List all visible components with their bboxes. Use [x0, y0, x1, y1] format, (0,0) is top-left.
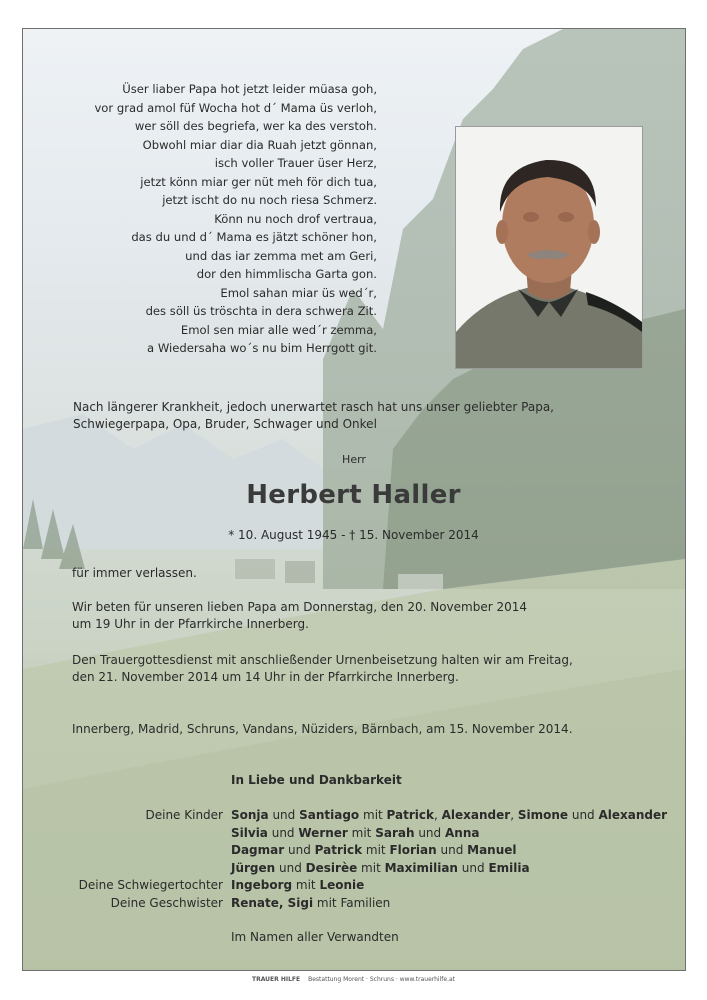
poem-line: wer söll des begriefa, wer ka des verstoh. [134, 119, 377, 133]
closing-heading: In Liebe und Dankbarkeit [231, 773, 402, 787]
family-name: Maximilian [384, 860, 458, 875]
connector-text: und [268, 808, 300, 822]
poem-line: Üser liaber Papa hot jetzt leider müasa goh, [122, 82, 377, 96]
poem-line: Emol sahan miar üs wed´r, [220, 285, 377, 300]
poem-line: des söll üs tröschta in dera schwera Zit. [145, 304, 377, 318]
family-name: Simone [517, 808, 569, 822]
poem-line: das du und d´ Mama es jätzt schöner hon, [131, 230, 377, 244]
connector-text: mit [347, 825, 376, 840]
family-name: Alexander [598, 808, 668, 822]
family-name: Leonie [319, 878, 365, 893]
family-name: Jürgen [231, 860, 276, 875]
connector-text: und [414, 825, 445, 840]
poem-line: dor den himmlischa Garta gon. [196, 267, 377, 281]
family-name: Manuel [467, 843, 517, 858]
family-name: Werner [298, 825, 348, 840]
service-line: Den Trauergottesdienst mit anschließender Urnenbeisetzung halten wir am Freitag, [72, 653, 573, 667]
footer-info: Bestattung Morent · Schruns · www.trauerhilfe.at [308, 976, 456, 983]
children-line [231, 807, 667, 825]
family-name: Silvia [231, 825, 268, 840]
children-line [231, 860, 530, 878]
family-name: Anna [444, 825, 480, 840]
connector-text: mit [292, 878, 320, 893]
poem-line: Emol sen miar alle wed´r zemma, [180, 322, 377, 337]
deceased-name: Herbert Haller [246, 480, 461, 510]
connector-text: und [267, 825, 299, 840]
family-name: Emilia [488, 860, 530, 875]
poem [53, 80, 377, 358]
connector-text: und [275, 860, 306, 875]
daughter-in-law-line [231, 877, 364, 895]
family-name: Renate, Sigi [231, 896, 314, 910]
footer [0, 976, 707, 983]
family-name: Alexander [441, 808, 511, 822]
connector-text: und [436, 843, 468, 858]
service-line: den 21. November 2014 um 14 Uhr in der Pfarrkirche Innerberg. [72, 670, 459, 684]
family-name: Sonja [231, 808, 269, 822]
salutation: Herr [342, 453, 366, 466]
poem-line: Könn nu noch drof vertraua, [214, 211, 377, 226]
siblings-line [231, 895, 390, 913]
family-name: Patrick [314, 843, 363, 858]
poem-line: jetzt könn miar ger nüt meh för dich tua, [140, 174, 377, 189]
intro-line: Nach längerer Krankheit, jedoch unerwartet rasch hat uns unser geliebter Papa, [73, 400, 554, 414]
poem-line: a Wiedersaha wo´s nu bim Herrgott git. [147, 341, 377, 355]
prayer-line: um 19 Uhr in der Pfarrkirche Innerberg. [72, 617, 309, 631]
family-name: Patrick [386, 808, 434, 822]
connector-text: mit [357, 860, 385, 875]
family-name: Ingeborg [231, 878, 293, 893]
family-name: Sarah [375, 825, 415, 840]
family-name: Santiago [299, 808, 360, 822]
daughter-in-law-label: Deine Schwiegertochter [78, 878, 223, 893]
family-name: Florian [389, 843, 437, 858]
siblings-label: Deine Geschwister [110, 896, 223, 910]
connector-text: und [568, 808, 599, 822]
connector-text: , [433, 808, 442, 822]
connector-text: , [510, 808, 518, 822]
poem-line: jetzt ischt do nu noch riesa Schmerz. [162, 193, 377, 207]
poem-line: vor grad amol füf Wocha hot d´ Mama üs verloh, [94, 100, 377, 115]
children-line [231, 842, 517, 860]
left-text: für immer verlassen. [72, 566, 197, 580]
life-dates: * 10. August 1945 - † 15. November 2014 [228, 528, 479, 542]
poem-line: isch voller Trauer üser Herz, [214, 156, 377, 170]
poem-line: und das iar zemma met am Geri, [185, 248, 377, 263]
place-date: Innerberg, Madrid, Schruns, Vandans, Nüziders, Bärnbach, am 15. November 2014. [72, 722, 573, 736]
connector-text: mit Familien [313, 896, 391, 910]
connector-text: mit [359, 808, 387, 822]
connector-text: und [284, 843, 315, 858]
footer-brand: TRAUER HILFE [251, 976, 301, 983]
children-line [231, 825, 479, 843]
signoff: Im Namen aller Verwandten [231, 930, 399, 944]
family-name: Desirèe [305, 860, 358, 875]
connector-text: und [457, 860, 489, 875]
children-label: Deine Kinder [145, 808, 223, 822]
family-name: Dagmar [231, 843, 285, 858]
intro-line: Schwiegerpapa, Opa, Bruder, Schwager und Onkel [73, 417, 377, 431]
prayer-line: Wir beten für unseren lieben Papa am Donnerstag, den 20. November 2014 [72, 600, 528, 614]
portrait-photo [455, 126, 643, 369]
poem-line: Obwohl miar diar dia Ruah jetzt gönnan, [142, 137, 377, 152]
connector-text: mit [362, 843, 390, 858]
